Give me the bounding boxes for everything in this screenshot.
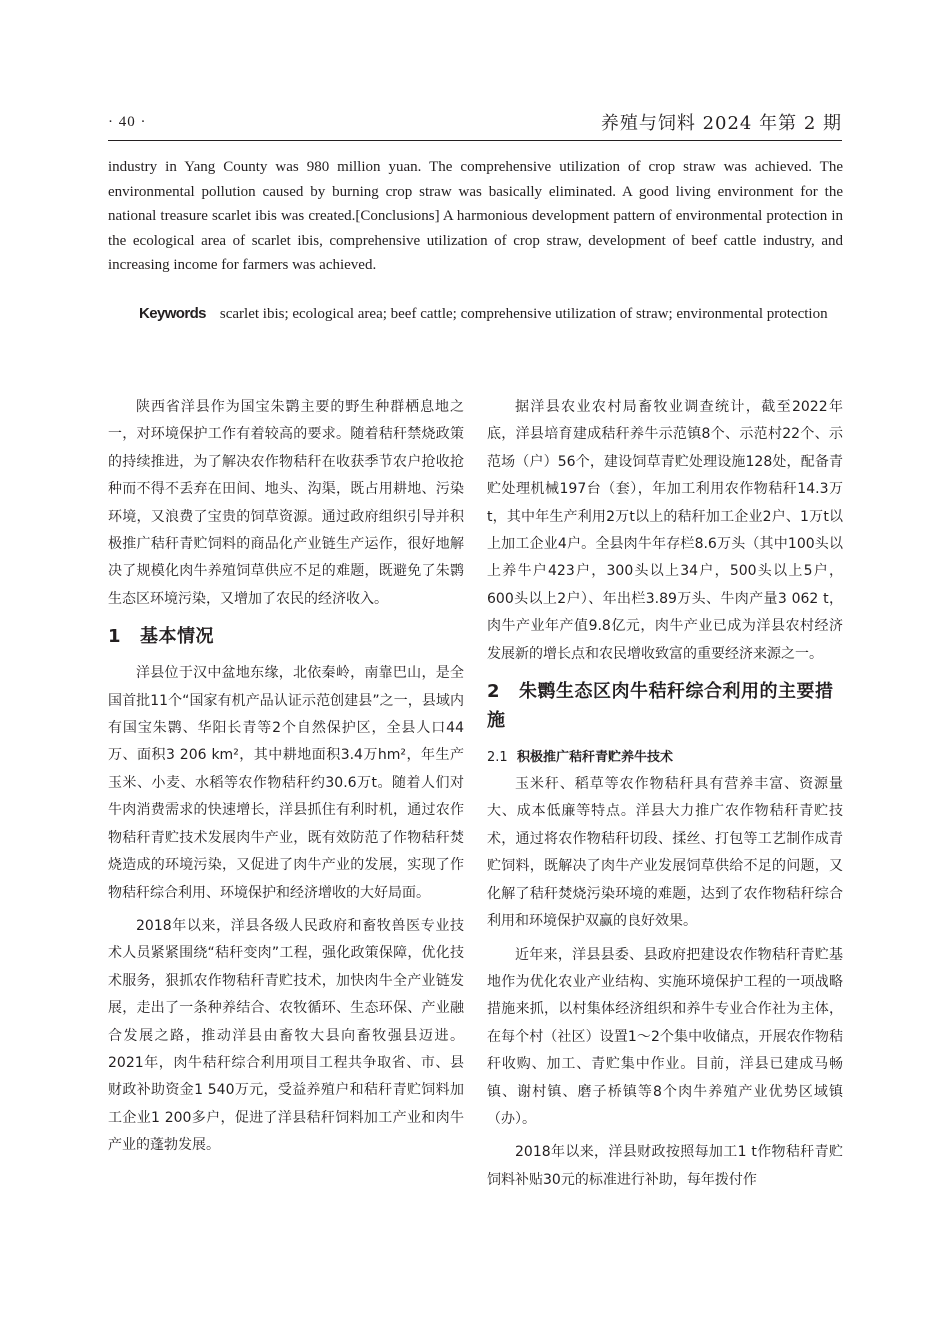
keywords-text: scarlet ibis; ecological area; beef cattle; comprehensive utilization of straw; environmental protection bbox=[219, 306, 828, 322]
header-rule bbox=[108, 140, 842, 141]
subsection-2-1-number: 2.1 bbox=[487, 750, 508, 766]
keywords-line bbox=[108, 302, 843, 327]
section-1-title: 基本情况 bbox=[140, 626, 214, 648]
subsection-2-1-title: 积极推广秸秆青贮养牛技术 bbox=[517, 750, 674, 766]
right-column bbox=[487, 394, 843, 1200]
section-2-title: 朱鹮生态区肉牛秸秆综合利用的主要措施 bbox=[487, 681, 834, 732]
keywords-label: Keywords bbox=[139, 305, 206, 322]
section-2-number: 2 bbox=[487, 681, 501, 703]
left-column bbox=[108, 394, 464, 1166]
subsection-2-1-paragraph-3: 2018年以来，洋县财政按照每加工1 t作物秸秆青贮饲料补贴30元的标准进行补助，每年拨付作 bbox=[487, 1144, 843, 1188]
section-1-heading bbox=[108, 622, 464, 651]
section-1-paragraph-2: 2018年以来，洋县各级人民政府和畜牧兽医专业技术人员紧紧围绕“秸秆变肉”工程，强化政策保障，优化技术服务，狠抓农作物秸秆青贮技术，加快肉牛全产业链发展，走出了一条种养结合、农牧循环、生态环保、产业融合发展之路，推动洋县由畜牧大县向畜牧强县迈进。2021年，肉牛秸秆综合利用项目工程共争取省、市、县财政补助资金1 540万元，受益养殖户和秸秆青贮饲料加工企业1 200多户，促进了洋县秸秆饲料加工产业和肉牛产业的蓬勃发展。 bbox=[108, 917, 464, 1154]
abstract-text: industry in Yang County was 980 million yuan. The comprehensive utilization of crop straw was achieved. The environmental pollution caused by burning crop straw was basically eliminated. A good living environment for the national treasure scarlet ibis was created.[Conclusions] A harmonious development pattern of environmental protection in the ecological area of scarlet ibis, comprehensive utilization of crop straw, development of beef cattle industry, and increasing income for farmers was achieved. bbox=[108, 159, 843, 273]
intro-paragraph: 陕西省洋县作为国宝朱鹮主要的野生种群栖息地之一，对环境保护工作有着较高的要求。随着秸秆禁烧政策的持续推进，为了解决农作物秸秆在收获季节农户抢收抢种而不得不丢弃在田间、地头、沟渠，既占用耕地、污染环境，又浪费了宝贵的饲草资源。通过政府组织引导并积极推广秸秆青贮饲料的商品化产业链生产运作，很好地解决了规模化肉牛养殖饲草供应不足的难题，既避免了朱鹮生态区环境污染，又增加了农民的经济收入。 bbox=[108, 399, 464, 607]
section-1-paragraph-1: 洋县位于汉中盆地东缘，北依秦岭，南靠巴山，是全国首批11个“国家有机产品认证示范创建县”之一，县域内有国宝朱鹮、华阳长青等2个自然保护区，全县人口44万、面积3 206 km²，其中耕地面积3.4万hm²，年生产玉米、小麦、水稻等农作物秸秆约30.6万t。随着人们对牛肉消费需求的快速增长，洋县抓住有利时机，通过农作物秸秆青贮技术发展肉牛产业，既有效防范了作物秸秆焚烧造成的环境污染，又促进了肉牛产业的发展，实现了作物秸秆综合利用、环境保护和经济增收的大好局面。 bbox=[108, 665, 464, 901]
subsection-2-1-paragraph-1: 玉米秆、稻草等农作物秸秆具有营养丰富、资源量大、成本低廉等特点。洋县大力推广农作物秸秆青贮技术，通过将农作物秸秆切段、揉丝、打包等工艺制作成青贮饲料，既解决了肉牛产业发展饲草供给不足的问题，又化解了秸秆焚烧污染环境的难题，达到了农作物秸秆综合利用和环境保护双赢的良好效果。 bbox=[487, 776, 843, 930]
section-2-heading bbox=[487, 677, 843, 735]
subsection-2-1-heading bbox=[487, 744, 843, 771]
journal-header: 养殖与饲料 2024 年第 2 期 bbox=[600, 113, 842, 134]
abstract-en bbox=[108, 155, 843, 278]
page-number: · 40 · bbox=[108, 114, 147, 130]
section-1-number: 1 bbox=[108, 626, 122, 648]
subsection-2-1-paragraph-2: 近年来，洋县县委、县政府把建设农作物秸秆青贮基地作为优化农业产业结构、实施环境保护工程的一项战略措施来抓，以村集体经济组织和养牛专业合作社为主体，在每个村（社区）设置1～2个集中收储点，开展农作物秸秆收购、加工、青贮集中作业。目前，洋县已建成马畅镇、谢村镇、磨子桥镇等8个肉牛养殖产业优势区域镇（办）。 bbox=[487, 946, 843, 1127]
section-1-paragraph-3: 据洋县农业农村局畜牧业调查统计，截至2022年底，洋县培育建成秸秆养牛示范镇8个、示范村22个、示范场（户）56个，建设饲草青贮处理设施128处，配备青贮处理机械197台（套），年加工利用农作物秸秆14.3万t，其中年生产利用2万t以上的秸秆加工企业2户、1万t以上加工企业4户。全县肉牛年存栏8.6万头（其中100头以上养牛户423户，300头以上34户，500头以上5户，600头以上2户）、年出栏3.89万头、牛肉产量3 062 t，肉牛产业年产值9.8亿元，肉牛产业已成为洋县农村经济发展新的增长点和农民增收致富的重要经济来源之一。 bbox=[487, 399, 843, 662]
